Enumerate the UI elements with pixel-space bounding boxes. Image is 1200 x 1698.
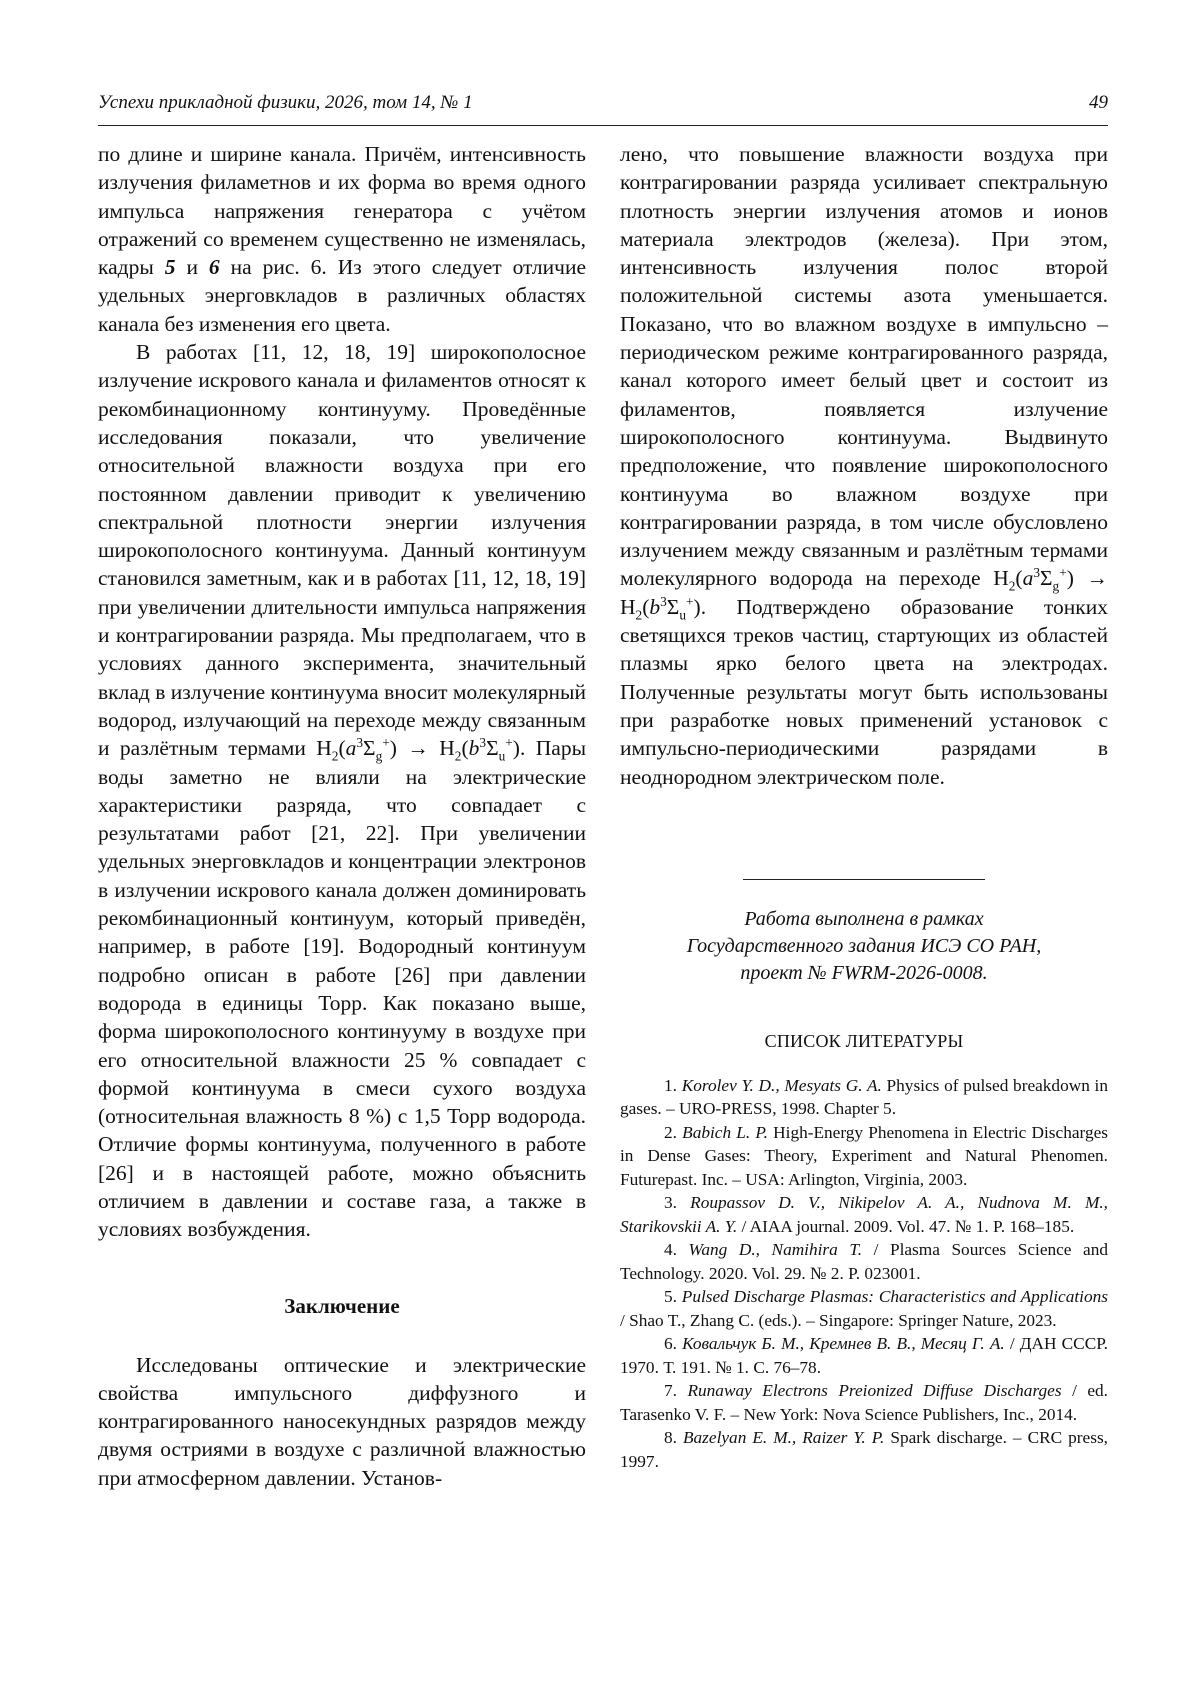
reference-item: 8. Bazelyan E. M., Raizer Y. P. Spark discharge. – CRC press, 1997. [620,1428,1108,1471]
separator-line [743,879,985,880]
reference-item: 3. Roupassov D. V., Nikipelov A. A., Nudnova M. M., Starikovskii A. Y. / AIAA journal. 2009. Vol. 47. № 1. P. 168–185. [620,1193,1108,1236]
running-header [98,92,1108,120]
left-column [98,140,586,1492]
references-heading: СПИСОК ЛИТЕРАТУРЫ [764,1030,964,1051]
header-rule [98,125,1108,126]
h2-transition-formula: $H_2(a^3\Sigma_g^+) \to H_2(b^3\Sigma_u^+)$ [316,735,520,764]
paragraph: Исследованы оптические и электрические свойства импульсного диффузного и контрагированного наносекундных разрядов между двумя остриями в воздухе с различной влажностью при атмосферном давлении. Установ- [98,1352,586,1490]
h2-transition-formula: $H_2(a^3\Sigma_g^+) \to H_2(b^3\Sigma_u^+)$ [620,565,1108,623]
right-column [620,140,1108,1473]
journal-title: Успехи прикладной физики, 2026, том 14, № 1 [98,92,473,113]
paragraph: по длине и ширине канала. Причём, интенсивность излучения филаметнов и их форма во время одного импульса напряжения генератора с учётом отражений со временем существенно не изменялась, кадры 5 и 6 на рис. 6. Из этого следует отличие удельных энерговкладов в различных областях канала без изменения его цвета. [98,142,586,336]
reference-item: 7. Runaway Electrons Preionized Diffuse Discharges / ed. Tarasenko V. F. – New York: Nova Science Publishers, Inc., 2014. [620,1381,1108,1424]
paragraph: лено, что повышение влажности воздуха при контрагировании разряда усиливает спектральную плотность энергии излучения атомов и ионов материала электродов (железа). При этом, интенсивность излучения полос второй положительной системы азота уменьшается. Показано, что во влажном воздухе в импульсно – периодическом режиме контрагированного разряда, канал которого имеет белый цвет и состоит из филаментов, появляется излучение широкополосного континуума. Выдвинуто предположение, что появление широкополосного континуума во влажном воздухе при контрагировании разряда, в том числе обусловлено излучением между связанным и разлётным термами молекулярного водорода на переходе $H_2(a^3\Sigma_g^+) \to H_2(b^3\Sigma_u^+)$. Подтверждено образование тонких светящихся треков частиц, стартующих из областей плазмы ярко белого цвета на электродах. Полученные результаты могут быть использованы при разработке новых применений установок с импульсно-периодическими разрядами в неоднородном электрическом поле. [620,142,1108,789]
page-number: 49 [1089,92,1108,113]
reference-item: 5. Pulsed Discharge Plasmas: Characteristics and Applications / Shao T., Zhang C. (eds.). – Singapore: Springer Nature, 2023. [620,1287,1108,1330]
reference-item: 2. Babich L. P. High-Energy Phenomena in Electric Discharges in Dense Gases: Theory, Experiment and Natural Phenomen. Futurepast. Inc. – USA: Arlington, Virginia, 2003. [620,1122,1108,1189]
paragraph: В работах [11, 12, 18, 19] широкополосное излучение искрового канала и филаментов относят к рекомбинационному континууму. Проведённые исследования показали, что увеличение относительной влажности воздуха при его постоянном давлении приводит к увеличению спектральной плотности энергии излучения широкополосного континуума. Данный континуум становился заметным, как и в работах [11, 12, 18, 19] при увеличении длительности импульса напряжения и контрагировании разряда. Мы предполагаем, что в условиях данного эксперимента, значительный вклад в излучение континуума вносит молекулярный водород, излучающий на переходе между связанным и разлётным термами $H_2(a^3\Sigma_g^+) \to H_2(b^3\Sigma_u^+)$. Пары воды заметно не влияли на электрические характеристики разряда, что совпадает с результатами работ [21, 22]. При увеличении удельных энерговкладов и концентрации электронов в излучении искрового канала должен доминировать рекомбинационный континуум, который приведён, например, в работе [19]. Водородный континуум подробно описан в работе [26] при давлении водорода в единицы Торр. Как показано выше, форма широкополосного континууму в воздухе при его относительной влажности 25 % совпадает с формой континуума в смеси сухого воздуха (относительная влажность 8 %) с 1,5 Торр водорода. Отличие формы континуума, полученного в работе [26] и в настоящей работе, можно объяснить отличием в давлении и составе газа, а также в условиях возбуждения. [98,340,587,1242]
reference-item: 1. Korolev Y. D., Mesyats G. A. Physics of pulsed breakdown in gases. – URO-PRESS, 1998. Chapter 5. [620,1075,1109,1119]
section-heading: Заключение [284,1293,400,1318]
reference-item: 4. Wang D., Namihira T. / Plasma Sources Science and Technology. 2020. Vol. 29. № 2. P. 023001. [620,1240,1108,1283]
acknowledgement: Работа выполнена в рамках Государственного задания ИСЭ СО РАН, проект № FWRM-2026-0008. [686,907,1042,984]
reference-list [620,1074,1108,1474]
reference-item: 6. Ковальчук Б. М., Кремнев В. В., Месяц Г. А. / ДАН СССР. 1970. Т. 191. № 1. С. 76–78. [620,1334,1108,1377]
